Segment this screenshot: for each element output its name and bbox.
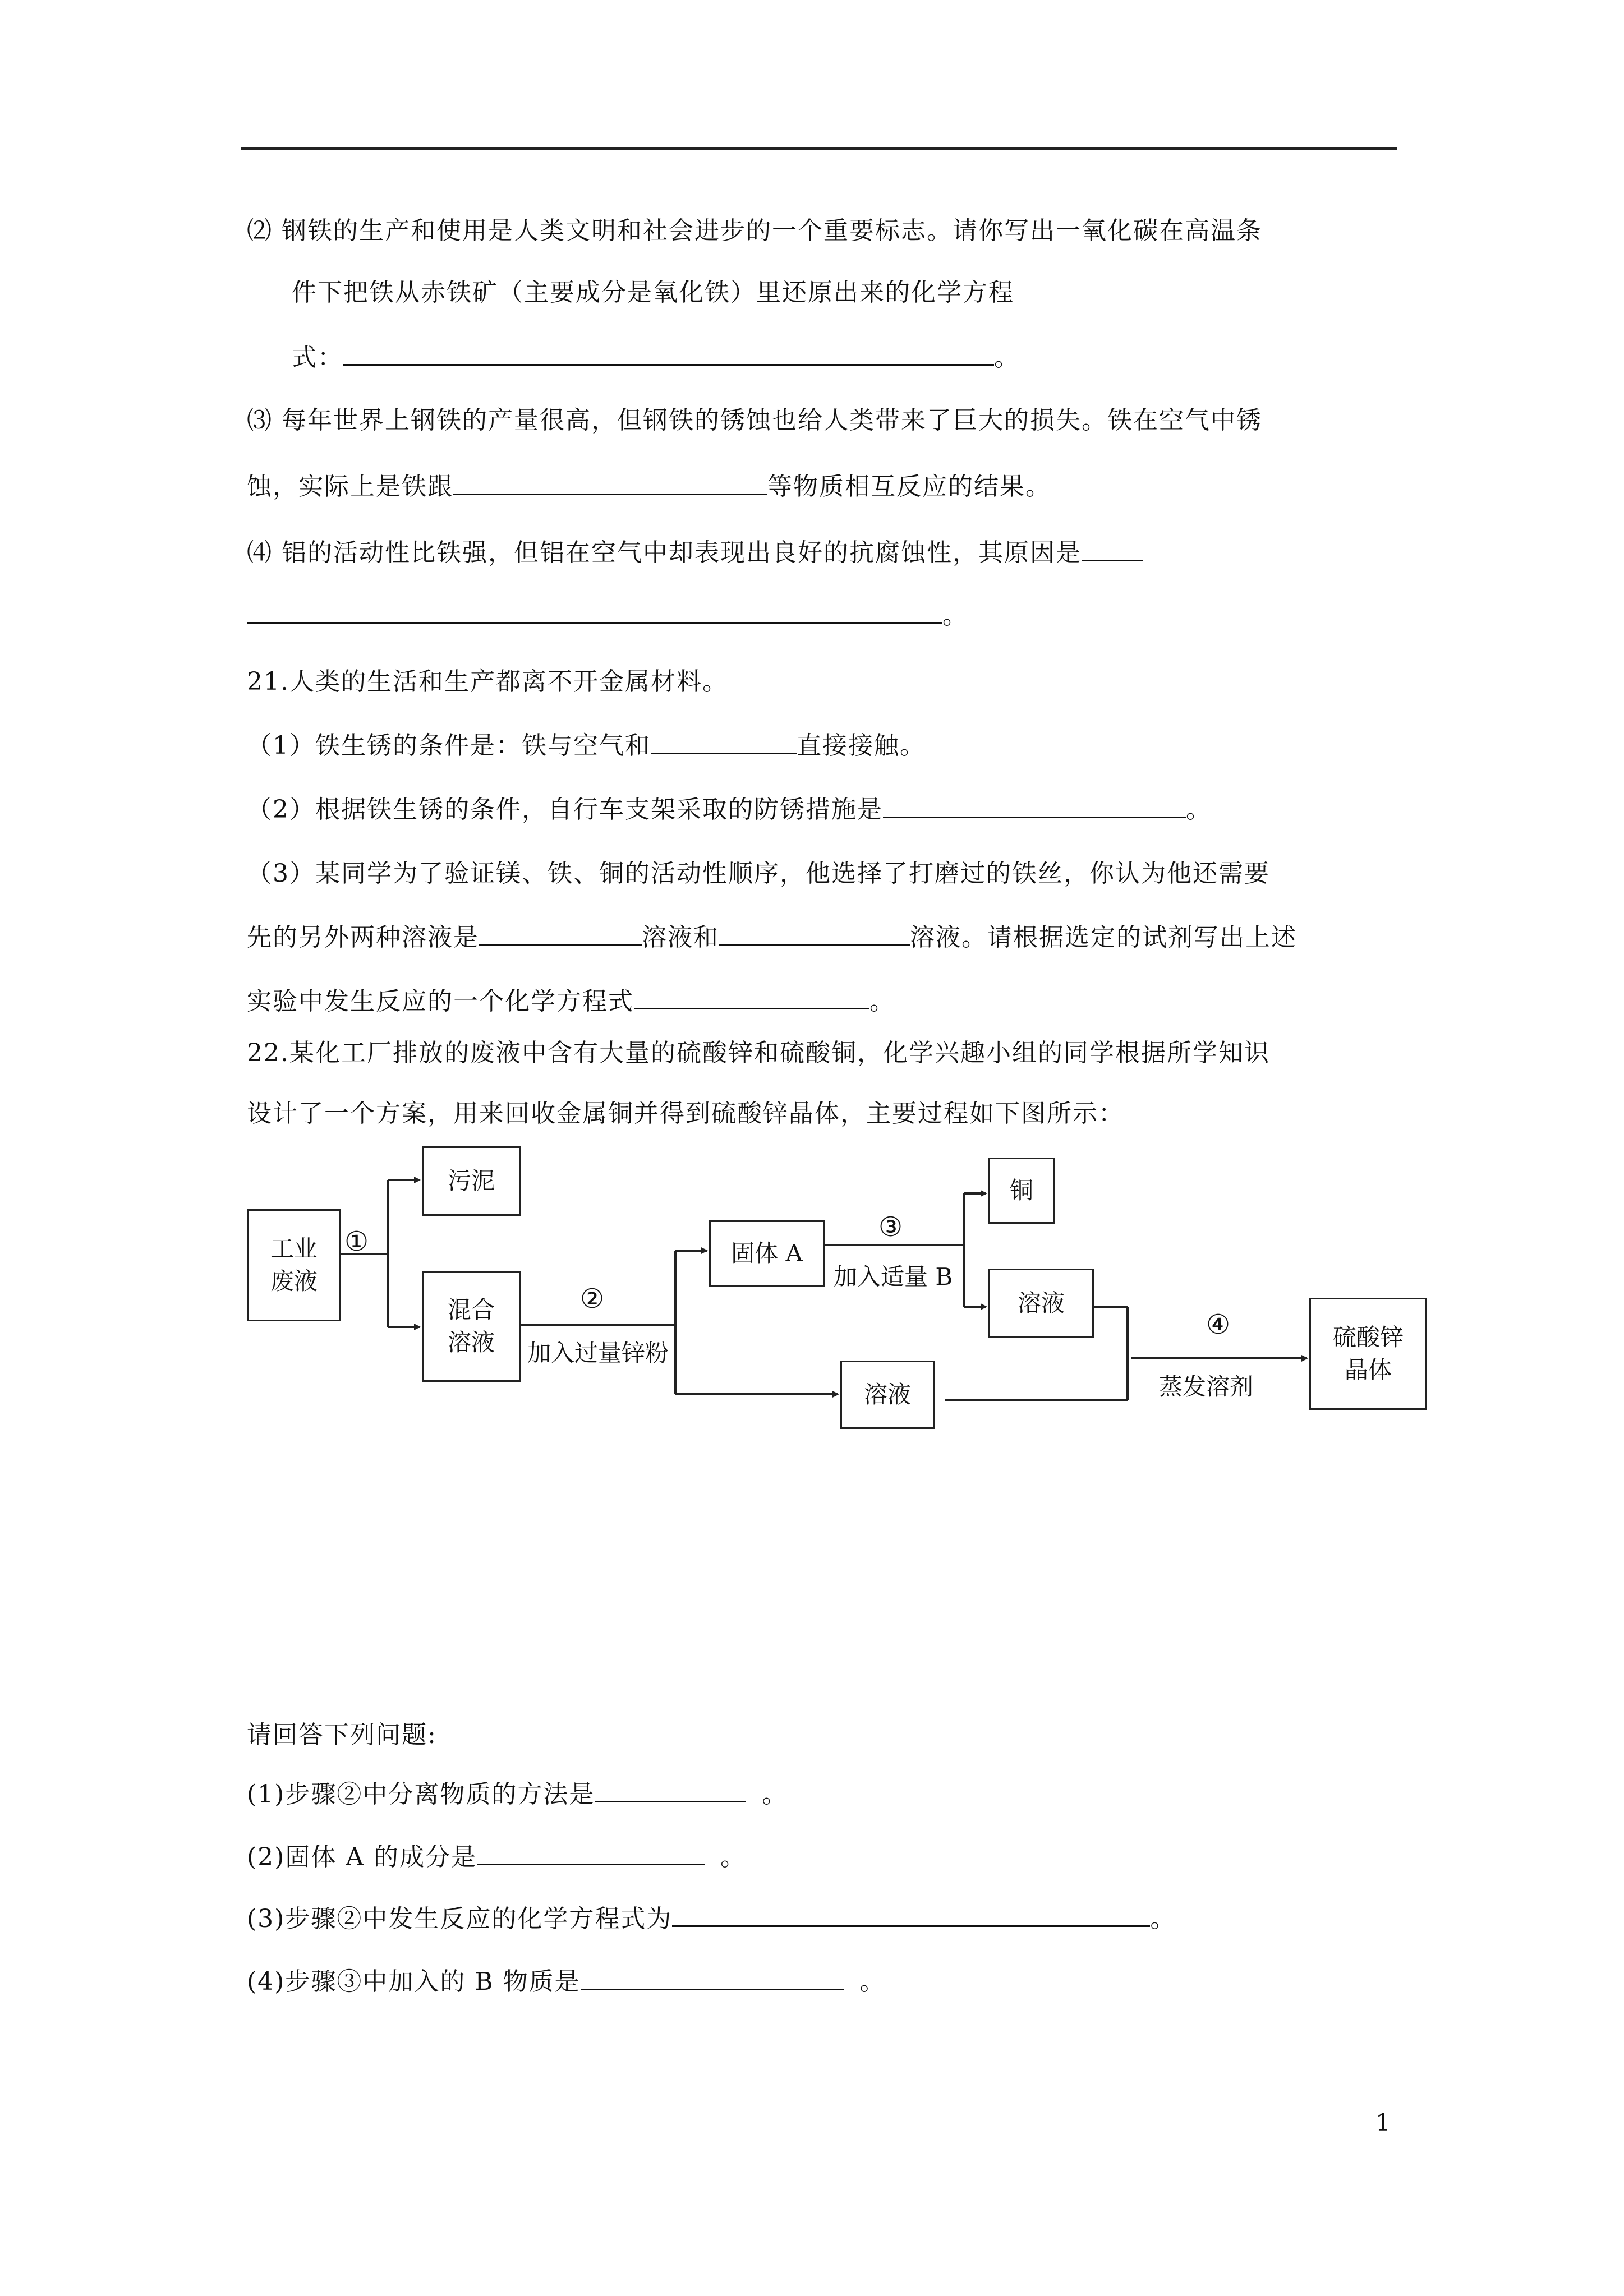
evaporate-label: 蒸发溶剂 xyxy=(1159,1373,1254,1400)
q22-a2-prefix: (2)固体 A 的成分是 xyxy=(247,1843,477,1871)
q22-a4-prefix: (4)步骤③中加入的 B 物质是 xyxy=(247,1967,581,1996)
box-zinc-line1: 硫酸锌 xyxy=(1332,1324,1404,1351)
step4-label: ④ xyxy=(1206,1309,1231,1340)
answer-blank-q22-2[interactable] xyxy=(477,1842,705,1865)
box-solution-1-text: 溶液 xyxy=(1017,1289,1065,1317)
add-zinc-label: 加入过量锌粉 xyxy=(527,1339,669,1367)
step3-label: ③ xyxy=(878,1211,903,1243)
box-solid-a xyxy=(709,1220,825,1287)
q20-4-text: ⑷ 铝的活动性比铁强，但铝在空气中却表现出良好的抗腐蚀性，其原因是 xyxy=(247,538,1082,567)
q21-1-prefix: （1）铁生锈的条件是：铁与空气和 xyxy=(247,731,651,760)
box-copper-text: 铜 xyxy=(1009,1177,1033,1204)
q22-a1-prefix: (1)步骤②中分离物质的方法是 xyxy=(247,1780,595,1809)
box-copper xyxy=(988,1158,1055,1224)
q22-a4 xyxy=(247,1965,886,1999)
box-solid-a-text: 固体 A xyxy=(731,1239,803,1267)
box-solution-1 xyxy=(988,1269,1094,1338)
answer-blank-q22-3[interactable] xyxy=(672,1903,1150,1927)
q20-4-suffix: 。 xyxy=(942,601,968,630)
q22-a2-suffix: 。 xyxy=(720,1843,747,1871)
q20-3-suffix: 等物质相互反应的结果。 xyxy=(767,472,1051,501)
q20-3-line1: ⑶ 每年世界上钢铁的产量很高，但钢铁的锈蚀也给人类带来了巨大的损失。铁在空气中锈 xyxy=(247,406,1262,435)
q20-3-prefix: 蚀，实际上是铁跟 xyxy=(247,472,453,501)
step1-label: ① xyxy=(344,1226,369,1257)
add-b-label: 加入适量 B xyxy=(834,1263,953,1290)
page-number: 1 xyxy=(1375,2109,1391,2136)
box-mixed-solution xyxy=(422,1271,521,1382)
q22-a2 xyxy=(247,1841,746,1874)
q22-line2: 设计了一个方案，用来回收金属铜并得到硫酸锌晶体，主要过程如下图所示： xyxy=(247,1099,1124,1128)
step2-label: ② xyxy=(580,1283,605,1315)
box-solution-2 xyxy=(840,1361,935,1429)
q21-2-suffix: 。 xyxy=(1186,795,1212,824)
q21-3-line1: （3）某同学为了验证镁、铁、铜的活动性顺序，他选择了打磨过的铁丝，你认为他还需要 xyxy=(247,859,1270,888)
box-sludge xyxy=(422,1146,521,1216)
q20-2-suffix: 。 xyxy=(994,343,1020,372)
box-waste-line2: 废液 xyxy=(270,1267,318,1295)
q22-a3-prefix: (3)步骤②中发生反应的化学方程式为 xyxy=(247,1905,673,1933)
box-waste-line1: 工业 xyxy=(270,1235,318,1262)
q22-line1: 22.某化工厂排放的废液中含有大量的硫酸锌和硫酸铜，化学兴趣小组的同学根据所学知识 xyxy=(247,1039,1270,1067)
box-mixed-line2: 溶液 xyxy=(447,1329,495,1356)
q22-a3-suffix: 。 xyxy=(1150,1905,1176,1933)
q21-3-a: 先的另外两种溶液是 xyxy=(247,923,479,952)
box-industrial-waste xyxy=(247,1209,341,1321)
q22-a4-suffix: 。 xyxy=(859,1967,886,1996)
q21-3-c: 溶液。请根据选定的试剂写出上述 xyxy=(910,923,1297,952)
answer-blank-q22-1[interactable] xyxy=(595,1779,746,1802)
q20-2-line2: 件下把铁从赤铁矿（主要成分是氧化铁）里还原出来的化学方程 xyxy=(292,278,1014,307)
box-solution-2-text: 溶液 xyxy=(863,1381,911,1408)
q20-2-prefix: 式： xyxy=(292,343,343,372)
q22-a3 xyxy=(247,1902,1176,1936)
box-zinc-line2: 晶体 xyxy=(1344,1356,1392,1384)
q21-title: 21.人类的生活和生产都离不开金属材料。 xyxy=(247,667,728,696)
q21-3-suffix: 。 xyxy=(869,987,895,1016)
q22-a1 xyxy=(247,1778,788,1811)
q20-2-line1: ⑵ 钢铁的生产和使用是人类文明和社会进步的一个重要标志。请你写出一氧化碳在高温条 xyxy=(247,216,1262,245)
box-mixed-line1: 混合 xyxy=(447,1296,495,1324)
box-zinc-sulfate-crystal xyxy=(1309,1298,1427,1410)
q21-2-prefix: （2）根据铁生锈的条件，自行车支架采取的防锈措施是 xyxy=(247,795,883,824)
q22-prompt: 请回答下列问题: xyxy=(247,1721,437,1749)
answer-blank-q22-4[interactable] xyxy=(581,1966,844,1990)
q21-1-suffix: 直接接触。 xyxy=(797,731,926,760)
q21-3-prefix: 实验中发生反应的一个化学方程式 xyxy=(247,987,634,1016)
box-sludge-text: 污泥 xyxy=(447,1167,495,1195)
q21-3-b: 溶液和 xyxy=(642,923,719,952)
q22-a1-suffix: 。 xyxy=(762,1780,788,1809)
